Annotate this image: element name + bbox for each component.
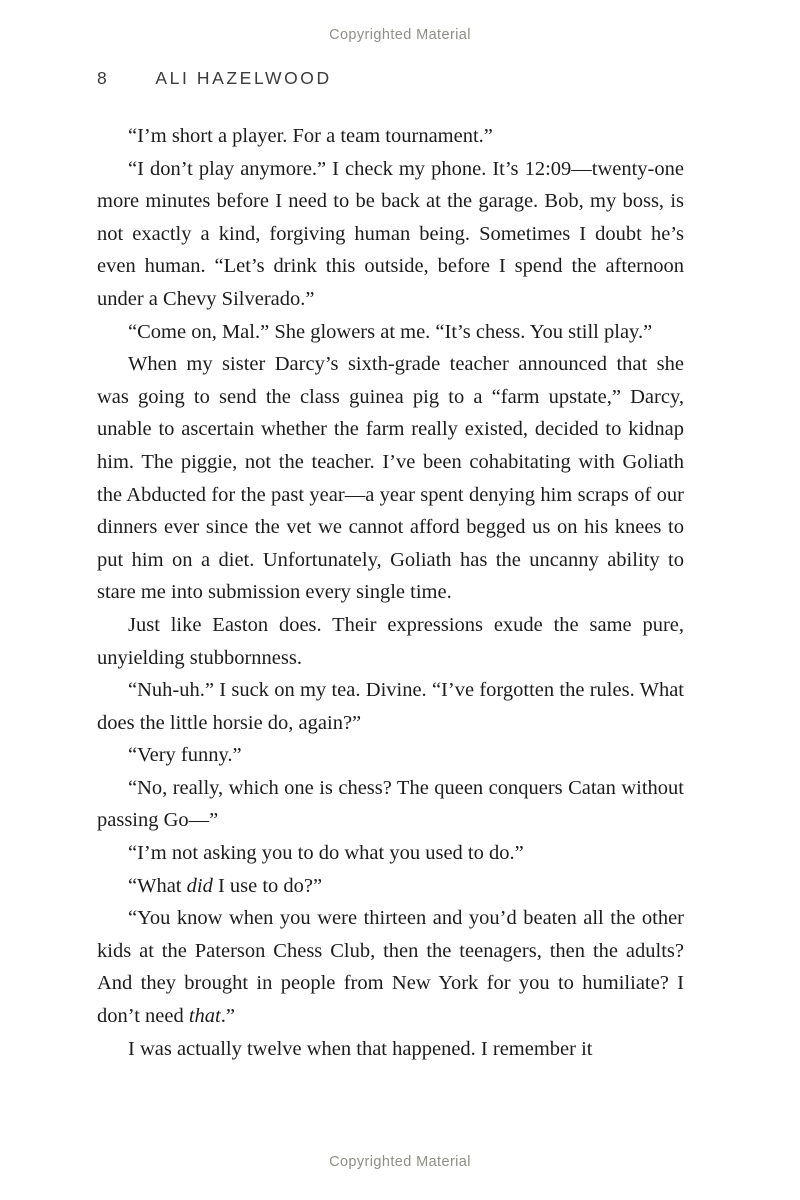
text-run: “Come on, Mal.” She glowers at me. “It’s chess. You still play.”	[128, 320, 653, 343]
paragraph	[97, 1033, 684, 1066]
text-run: “Very funny.”	[128, 744, 242, 767]
italic-text: that	[188, 1005, 221, 1028]
text-run: “What	[128, 874, 187, 897]
text-run: .”	[220, 1005, 235, 1028]
paragraph	[97, 153, 684, 316]
text-run: I was actually twelve when that happened. I remember it	[128, 1037, 593, 1060]
paragraph	[97, 674, 684, 739]
text-run: “Nuh-uh.” I suck on my tea. Divine. “I’ve forgotten the rules. What does the little horsie do, again?”	[97, 679, 684, 734]
text-run: “I’m not asking you to do what you used to do.”	[128, 842, 524, 865]
paragraph	[97, 120, 684, 153]
text-run: When my sister Darcy’s sixth-grade teacher announced that she was going to send the class guinea pig to a “farm upstate,” Darcy, unable to ascertain whether the farm really existed, decided to kidnap him. The piggie, not the teacher. I’ve been cohabitating with Goliath the Abducted for the past year—a year spent denying him scraps of our dinners ever since the vet we cannot afford begged us on his knees to put him on a diet. Unfortunately, Goliath has the uncanny ability to stare me into submission every single time.	[97, 353, 684, 604]
paragraph	[97, 348, 684, 609]
paragraph	[97, 316, 684, 349]
text-run: “I’m short a player. For a team tournament.”	[128, 125, 493, 147]
paragraph	[97, 837, 684, 870]
copyright-watermark-top: Copyrighted Material	[329, 27, 471, 43]
text-run: Just like Easton does. Their expressions exude the same pure, unyielding stubbornness.	[97, 613, 684, 669]
copyright-watermark-bottom: Copyrighted Material	[329, 1154, 471, 1170]
running-header	[97, 68, 332, 89]
text-run: “No, really, which one is chess? The queen conquers Catan without passing Go—”	[97, 776, 684, 832]
author-name: ALI HAZELWOOD	[155, 68, 332, 88]
paragraph	[97, 739, 684, 772]
paragraph	[97, 772, 684, 837]
italic-text: did	[186, 874, 213, 897]
text-run: I use to do?”	[212, 874, 323, 897]
text-run: “I don’t play anymore.” I check my phone. It’s 12:09—twenty-one more minutes before I need to be back at the garage. Bob, my boss, is not exactly a kind, forgiving human being. Sometimes I doubt he’s even human. “Let’s drink this outside, before I spend the afternoon under a Chevy Silverado.”	[97, 157, 684, 310]
paragraph	[97, 609, 684, 674]
body-text	[97, 120, 684, 1065]
text-run: “You know when you were thirteen and you’d beaten all the other kids at the Paterson Chess Club, then the teenagers, then the adults? And they brought in people from New York for you to humiliate? I don’t need	[97, 907, 684, 1028]
page-number: 8	[97, 68, 110, 88]
paragraph	[97, 870, 684, 903]
paragraph	[97, 902, 684, 1032]
